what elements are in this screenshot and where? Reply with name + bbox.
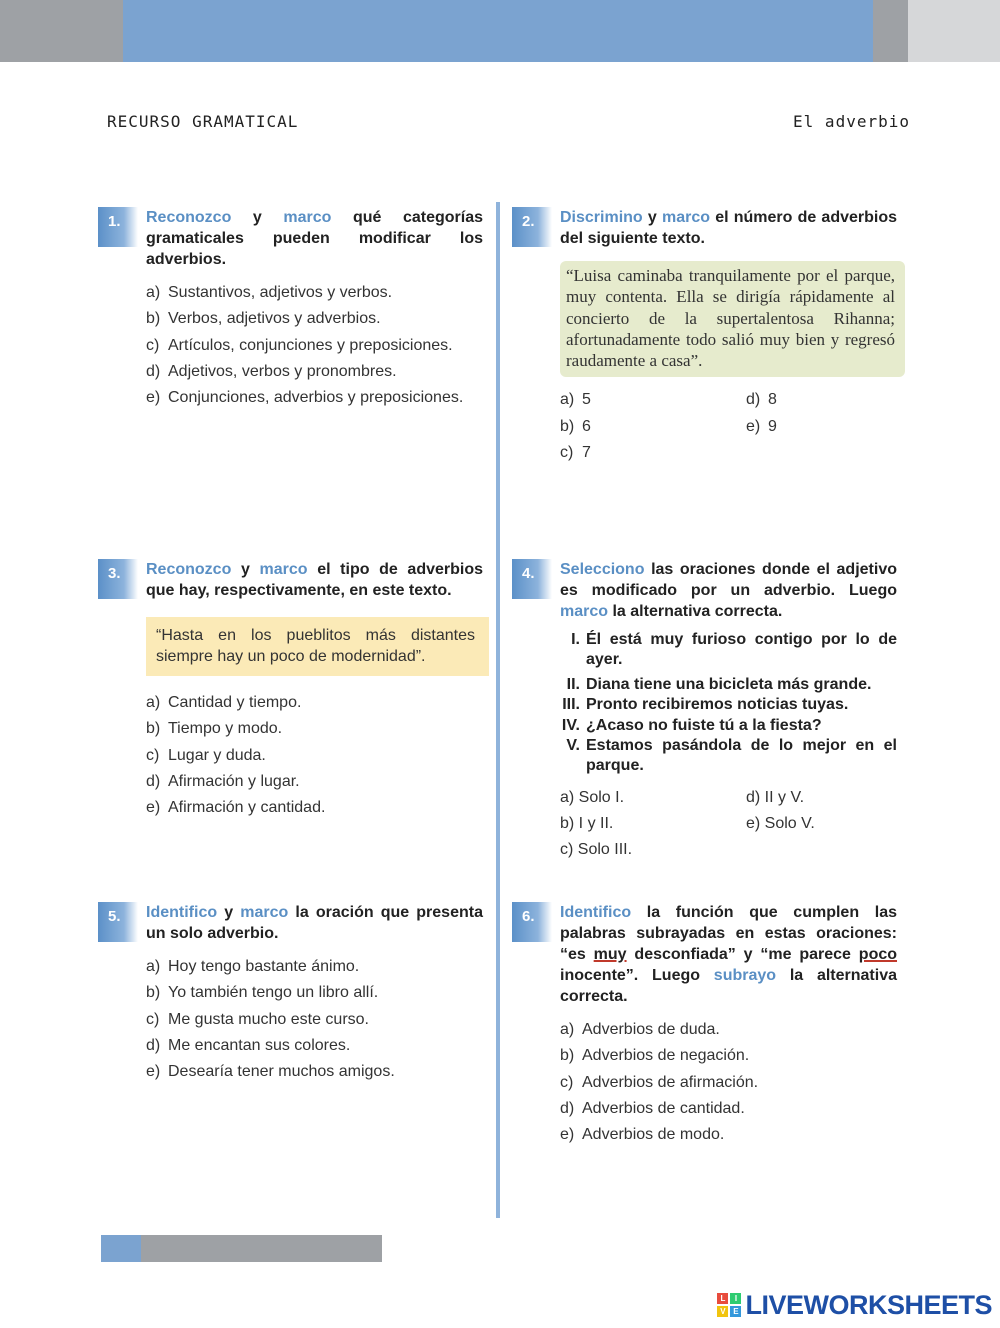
options-grid	[560, 387, 897, 466]
question-6	[522, 902, 898, 1148]
option[interactable]: b) Adverbios de negación.	[560, 1047, 750, 1065]
option[interactable]: c) Artículos, conjunciones y preposiciones.	[146, 336, 453, 354]
option[interactable]: d) Me encantan sus colores.	[146, 1036, 351, 1054]
footer-bar-accent	[101, 1235, 141, 1262]
option[interactable]: e) Adverbios de modo.	[560, 1126, 725, 1144]
question-number: 2.	[512, 207, 552, 247]
question-title: Identifico y marco la oración que presenta un solo adverbio.	[146, 904, 483, 942]
option[interactable]: d) 8	[746, 391, 777, 409]
option[interactable]: c) Me gusta mucho este curso.	[146, 1010, 369, 1028]
quote-box: “Luisa caminaba tranquilamente por el parque, muy contenta. Ella se dirigía rápidamente al concierto de la supertalentosa Rihanna; afortunadamente todo salió muy bien y regresó raudamente a casa”.	[560, 261, 905, 377]
top-banner-blue-block	[123, 0, 873, 62]
top-banner-left-block	[0, 0, 123, 62]
section-label: RECURSO GRAMATICAL	[107, 112, 299, 131]
question-title: Reconozco y marco qué categorías gramaticales pueden modificar los adverbios.	[146, 209, 484, 268]
option[interactable]: d) Adverbios de cantidad.	[560, 1099, 745, 1117]
option[interactable]: a) Solo I.	[560, 788, 625, 806]
option[interactable]: c) Solo III.	[560, 841, 633, 859]
liveworksheets-brand[interactable]	[717, 1290, 992, 1320]
sentence-list	[560, 630, 897, 777]
option[interactable]: d) II y V.	[746, 788, 805, 806]
option[interactable]: c) Adverbios de afirmación.	[560, 1073, 759, 1091]
option[interactable]: d) Adjetivos, verbos y pronombres.	[146, 362, 397, 380]
brand-name: LIVEWORKSHEETS	[745, 1289, 992, 1320]
options-list	[560, 1017, 897, 1148]
underlined-word: muy	[593, 946, 627, 963]
top-banner	[0, 0, 1000, 62]
topic-title: El adverbio	[793, 112, 910, 131]
option[interactable]: b) Verbos, adjetivos y adverbios.	[146, 310, 381, 328]
option[interactable]: a) 5	[560, 391, 591, 409]
option[interactable]: e) 9	[746, 417, 777, 435]
question-number: 5.	[98, 902, 138, 942]
options-list	[146, 280, 483, 411]
option[interactable]: e) Conjunciones, adverbios y preposiciones.	[146, 389, 464, 407]
option[interactable]: a) Hoy tengo bastante ánimo.	[146, 958, 360, 975]
option[interactable]: d) Afirmación y lugar.	[146, 772, 300, 790]
question-3	[108, 559, 484, 821]
question-5	[108, 902, 483, 1085]
option[interactable]: b) Tiempo y modo.	[146, 720, 283, 738]
option[interactable]: c) Lugar y duda.	[146, 746, 266, 764]
option[interactable]: b) 6	[560, 417, 591, 435]
question-number: 1.	[98, 207, 138, 247]
question-number: 3.	[98, 559, 138, 599]
option[interactable]: e) Solo V.	[746, 815, 815, 833]
question-title: Discrimino y marco el número de adverbios del siguiente texto.	[560, 209, 897, 247]
option[interactable]: b) I y II.	[560, 815, 614, 833]
options-list	[146, 690, 483, 821]
question-title: Reconozco y marco el tipo de adverbios que hay, respectivamente, en este texto.	[146, 561, 484, 599]
underlined-word: poco	[858, 946, 898, 963]
option[interactable]: c) 7	[560, 444, 591, 462]
footer-bar	[101, 1235, 382, 1262]
option[interactable]: a) Cantidad y tiempo.	[146, 694, 302, 711]
sentence-item[interactable]: IV. ¿Acaso no fuiste tú a la fiesta?	[561, 716, 822, 734]
question-2	[522, 207, 897, 466]
option[interactable]: b) Yo también tengo un libro allí.	[146, 984, 379, 1002]
option[interactable]: a) Sustantivos, adjetivos y verbos.	[146, 284, 393, 301]
option[interactable]: e) Desearía tener muchos amigos.	[146, 1063, 395, 1081]
sentence-item[interactable]: II. Diana tiene una bicicleta más grande.	[566, 675, 872, 693]
sentence-item[interactable]: III. Pronto recibiremos noticias tuyas.	[562, 696, 849, 714]
liveworksheets-logo-icon: L I V E	[717, 1293, 741, 1317]
question-title: Identifico la función que cumplen las palabras subrayadas en estas oraciones: “es muy desconfiada” y “me parece poco inocente”. Luego subrayo la alternativa correcta.	[560, 904, 898, 1005]
column-divider	[496, 202, 500, 1218]
options-grid	[560, 785, 897, 864]
question-4	[522, 559, 897, 864]
sentence-item[interactable]: V. Estamos pasándola de lo mejor en el parque.	[566, 737, 897, 775]
question-number: 4.	[512, 559, 552, 599]
option[interactable]: a) Adverbios de duda.	[560, 1021, 720, 1038]
question-1	[108, 207, 484, 411]
quote-box: “Hasta en los pueblitos más distantes siempre hay un poco de modernidad”.	[146, 617, 489, 676]
sentence-item[interactable]: I. Él está muy furioso contigo por lo de ayer.	[571, 631, 897, 669]
question-number: 6.	[512, 902, 552, 942]
question-title: Selecciono las oraciones donde el adjetivo es modificado por un adverbio. Luego marco la alternativa correcta.	[560, 561, 897, 620]
option[interactable]: e) Afirmación y cantidad.	[146, 799, 326, 817]
top-banner-right-block	[873, 0, 908, 62]
options-list	[146, 954, 483, 1085]
